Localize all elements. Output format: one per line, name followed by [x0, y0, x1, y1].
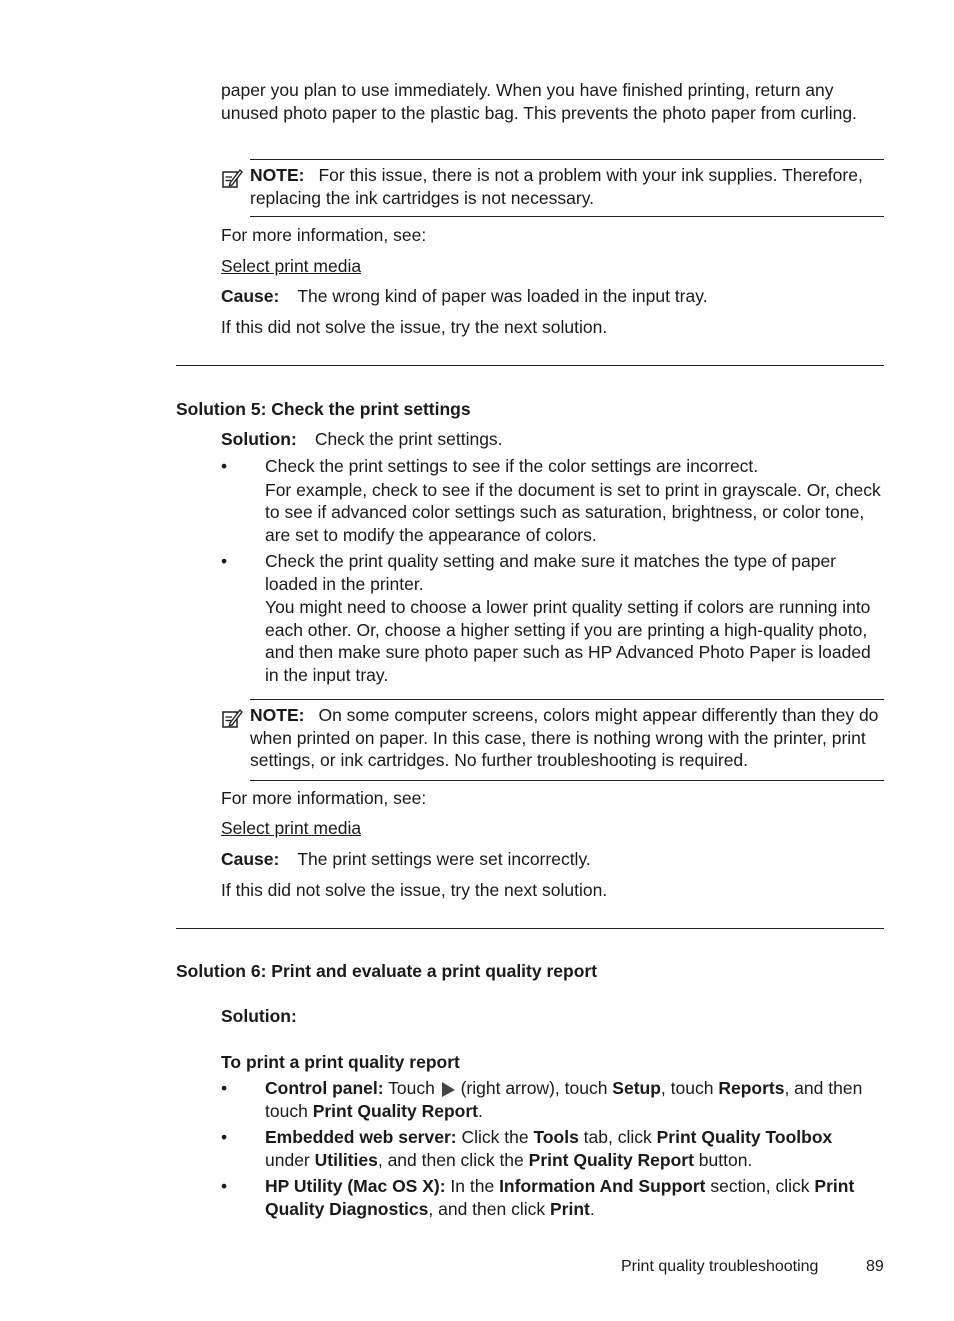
item-keyword: Print Quality Toolbox: [656, 1127, 833, 1147]
item-text: section, click: [705, 1176, 815, 1196]
bullet-detail: You might need to choose a lower print quality setting if colors are running into each other. Or, choose a higher setting if you are printing a high-quality photo, and then make sure photo paper such as HP Advanced Photo Paper is loaded in the input tray.: [265, 597, 871, 685]
bullet-marker: •: [221, 456, 228, 476]
list-item: [265, 550, 885, 687]
procedure-heading: To print a print quality report: [221, 1052, 460, 1072]
bullet-marker: •: [221, 1078, 228, 1098]
item-keyword: Print Quality Report: [312, 1100, 478, 1121]
item-keyword: Print Quality Report: [528, 1149, 694, 1170]
item-label: Control panel:: [265, 1078, 384, 1098]
solution-text: Check the print settings.: [314, 429, 503, 449]
note-bottom-rule: [250, 780, 884, 781]
item-text: , and then touch: [265, 1078, 863, 1121]
cause-line: [221, 848, 591, 871]
item-text: , and then click the: [377, 1149, 529, 1170]
more-info-text: For more information, see:: [221, 788, 427, 808]
solution-label: Solution:: [221, 429, 297, 449]
item-text: .: [589, 1198, 595, 1219]
bullet-marker: •: [221, 1176, 228, 1196]
cause-text: The wrong kind of paper was loaded in the input tray.: [297, 286, 708, 306]
right-arrow-icon: [440, 1081, 456, 1097]
note-icon: [221, 707, 243, 729]
bullet-marker: •: [221, 1127, 228, 1147]
item-label: Embedded web server:: [265, 1127, 457, 1147]
next-solution-text: If this did not solve the issue, try the next solution.: [221, 317, 608, 337]
item-text: Click the: [456, 1127, 534, 1147]
item-keyword: Setup: [612, 1078, 661, 1098]
item-keyword: Tools: [533, 1127, 579, 1147]
next-solution-text: If this did not solve the issue, try the next solution.: [221, 880, 608, 900]
item-keyword: Print: [549, 1198, 590, 1219]
item-text: In the: [445, 1176, 500, 1196]
note-1: [250, 164, 884, 209]
item-text: .: [477, 1100, 483, 1121]
item-text: button.: [693, 1149, 753, 1170]
list-item-ews: [265, 1126, 875, 1171]
section-divider: [176, 928, 884, 929]
note-2: [250, 704, 884, 772]
item-keyword: Utilities: [314, 1149, 378, 1170]
select-print-media-link[interactable]: Select print media: [221, 256, 362, 276]
footer-section-title: Print quality troubleshooting: [621, 1258, 819, 1275]
solution-5-line: [221, 428, 503, 451]
list-item-hp-utility: [265, 1175, 855, 1220]
note-top-rule: [250, 699, 884, 700]
page-number: 89: [866, 1258, 884, 1275]
solution-label: Solution:: [221, 1006, 297, 1026]
more-info-text: For more information, see:: [221, 225, 427, 245]
item-text: , and then click: [428, 1198, 550, 1219]
select-print-media-link[interactable]: Select print media: [221, 818, 362, 838]
bullet-detail: For example, check to see if the document is set to print in grayscale. Or, check to see if advanced color settings such as saturation, brightness, or color tone, are set to modify the appearance of colors.: [265, 479, 881, 545]
item-text: under: [265, 1149, 315, 1170]
bullet-main: Check the print settings to see if the color settings are incorrect.: [265, 456, 759, 476]
item-text: tab, click: [578, 1127, 657, 1147]
item-text: (right arrow), touch: [455, 1078, 613, 1098]
list-item-control-panel: [265, 1077, 865, 1122]
bullet-marker: •: [221, 551, 228, 571]
cause-text: The print settings were set incorrectly.: [297, 849, 591, 869]
item-text: Touch: [383, 1078, 440, 1098]
cause-label: Cause:: [221, 286, 280, 306]
note-label: NOTE:: [250, 165, 305, 185]
note-top-rule: [250, 159, 884, 160]
item-keyword: Information And Support: [499, 1176, 706, 1196]
solution-5-heading: Solution 5: Check the print settings: [176, 399, 471, 419]
item-keyword: Reports: [718, 1078, 785, 1098]
note-icon: [221, 167, 243, 189]
list-item: [265, 455, 885, 546]
note-text: On some computer screens, colors might appear differently than they do when printed on paper. In this case, there is nothing wrong with the printer, print settings, or ink cartridges. No further troubleshooting is required.: [250, 705, 879, 771]
item-text: , touch: [660, 1078, 719, 1098]
note-label: NOTE:: [250, 705, 305, 725]
solution-6-heading: Solution 6: Print and evaluate a print quality report: [176, 961, 598, 981]
note-bottom-rule: [250, 216, 884, 217]
cause-line: [221, 285, 708, 308]
section-divider: [176, 365, 884, 366]
bullet-main: Check the print quality setting and make sure it matches the type of paper loaded in the printer.: [265, 551, 837, 594]
cause-label: Cause:: [221, 849, 280, 869]
item-label: HP Utility (Mac OS X):: [265, 1176, 446, 1196]
item-keyword: Print Quality Diagnostics: [265, 1176, 855, 1219]
intro-paragraph: paper you plan to use immediately. When you have finished printing, return any unused photo paper to the plastic bag. This prevents the photo paper from curling.: [221, 80, 857, 123]
note-text: For this issue, there is not a problem with your ink supplies. Therefore, replacing the ink cartridges is not necessary.: [250, 165, 863, 208]
